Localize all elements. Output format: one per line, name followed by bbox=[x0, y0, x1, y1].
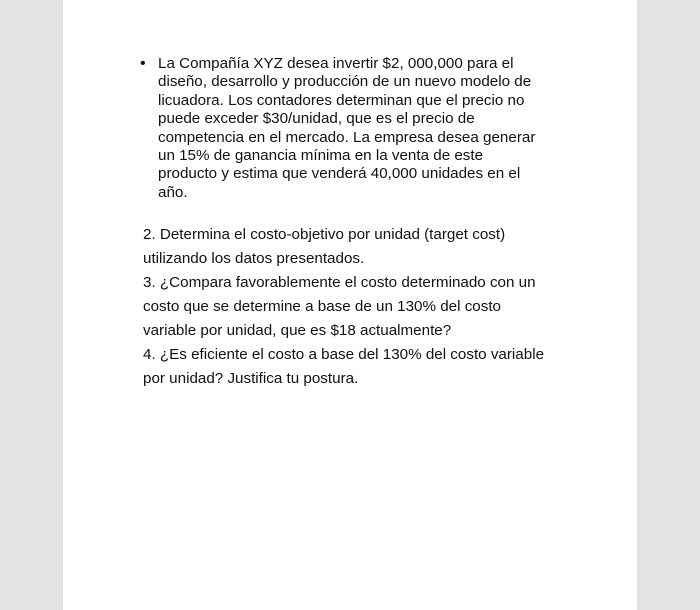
bullet-line-1: La Compañía XYZ desea invertir $2, 000,000 para el bbox=[158, 55, 514, 72]
bullet-line-8: año. bbox=[158, 183, 188, 201]
document-page bbox=[63, 0, 637, 610]
bullet-line-4: puede exceder $30/unidad, que es el precio de bbox=[158, 110, 475, 128]
bullet-icon: • bbox=[140, 55, 146, 72]
question-line-1: 2. Determina el costo-objetivo por unidad (target cost) bbox=[143, 226, 506, 243]
bullet-line-5: competencia en el mercado. La empresa desea generar bbox=[158, 128, 536, 146]
question-line-2: utilizando los datos presentados. bbox=[143, 250, 365, 267]
bullet-line-3: licuadora. Los contadores determinan que el precio no bbox=[158, 91, 525, 109]
question-line-7: por unidad? Justifica tu postura. bbox=[143, 370, 359, 387]
bullet-line-6: un 15% de ganancia mínima en la venta de este bbox=[158, 147, 484, 165]
question-line-6: 4. ¿Es eficiente el costo a base del 130% del costo variable bbox=[143, 346, 545, 363]
questions-paragraph bbox=[143, 223, 583, 391]
question-line-5: variable por unidad, que es $18 actualmente? bbox=[143, 322, 452, 339]
bullet-line-2: diseño, desarrollo y producción de un nuevo modelo de bbox=[158, 73, 532, 91]
bullet-line-7: producto y estima que venderá 40,000 unidades en el bbox=[158, 165, 521, 183]
bullet-paragraph bbox=[140, 55, 578, 202]
question-line-4: costo que se determine a base de un 130% del costo bbox=[143, 298, 501, 315]
question-line-3: 3. ¿Compara favorablemente el costo determinado con un bbox=[143, 274, 536, 291]
